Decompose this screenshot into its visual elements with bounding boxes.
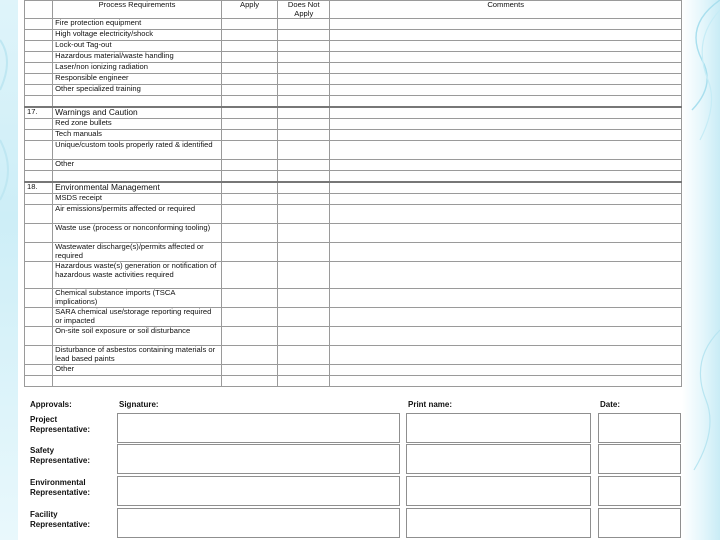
comments-cell[interactable] (330, 262, 682, 289)
comments-cell[interactable] (330, 289, 682, 308)
row-number (25, 243, 53, 262)
apply-cell[interactable] (221, 194, 277, 205)
row-number (25, 41, 53, 52)
print-name-field[interactable] (406, 444, 591, 474)
table-row (25, 63, 682, 74)
print-name-field[interactable] (406, 476, 591, 506)
table-row (25, 130, 682, 141)
does-not-apply-cell[interactable] (278, 346, 330, 365)
comments-cell[interactable] (330, 171, 682, 183)
apply-cell[interactable] (221, 141, 277, 160)
apply-cell[interactable] (221, 289, 277, 308)
apply-cell[interactable] (221, 41, 277, 52)
date-field[interactable] (598, 508, 681, 538)
table-row (25, 74, 682, 85)
row-number (25, 205, 53, 224)
does-not-apply-cell[interactable] (278, 19, 330, 30)
comments-cell[interactable] (330, 243, 682, 262)
row-requirement: Air emissions/permits affected or required (53, 205, 222, 224)
comments-cell[interactable] (330, 194, 682, 205)
row-number (25, 141, 53, 160)
representative-role: Project (30, 415, 58, 424)
row-requirement: Other (53, 365, 222, 376)
table-row (25, 224, 682, 243)
representative-label (30, 415, 118, 434)
does-not-apply-cell[interactable] (278, 63, 330, 74)
signature-field[interactable] (117, 476, 400, 506)
comments-cell[interactable] (330, 308, 682, 327)
signature-field[interactable] (117, 413, 400, 443)
row-number (25, 262, 53, 289)
apply-cell[interactable] (221, 308, 277, 327)
date-field[interactable] (598, 444, 681, 474)
does-not-apply-cell[interactable] (278, 130, 330, 141)
comments-cell[interactable] (330, 205, 682, 224)
row-requirement: Hazardous material/waste handling (53, 52, 222, 63)
signature-column-label: Signature: (119, 400, 159, 409)
apply-cell[interactable] (221, 365, 277, 376)
apply-cell[interactable] (221, 130, 277, 141)
header-cell-number (25, 1, 53, 19)
does-not-apply-cell[interactable] (278, 52, 330, 63)
does-not-apply-cell[interactable] (278, 194, 330, 205)
date-field[interactable] (598, 413, 681, 443)
row-number (25, 30, 53, 41)
apply-cell[interactable] (221, 19, 277, 30)
apply-cell[interactable] (221, 171, 277, 183)
row-number (25, 171, 53, 183)
row-requirement: SARA chemical use/storage reporting required or impacted (53, 308, 222, 327)
signature-field[interactable] (117, 508, 400, 538)
row-number (25, 289, 53, 308)
signature-field[interactable] (117, 444, 400, 474)
does-not-apply-cell[interactable] (278, 243, 330, 262)
apply-cell[interactable] (221, 30, 277, 41)
row-requirement: Tech manuals (53, 130, 222, 141)
approval-row (24, 508, 684, 538)
row-number (25, 19, 53, 30)
representative-role: Safety (30, 446, 55, 455)
does-not-apply-cell[interactable] (278, 327, 330, 346)
approval-row (24, 476, 684, 506)
table-row (25, 346, 682, 365)
apply-cell[interactable] (221, 243, 277, 262)
header-cell-comments: Comments (330, 1, 682, 19)
row-requirement: Lock-out Tag-out (53, 41, 222, 52)
does-not-apply-cell[interactable] (278, 119, 330, 130)
does-not-apply-cell[interactable] (278, 365, 330, 376)
representative-label (30, 446, 118, 465)
row-requirement (53, 376, 222, 387)
representative-suffix: Representative: (30, 519, 91, 529)
table-row (25, 141, 682, 160)
table-row (25, 243, 682, 262)
table-row (25, 171, 682, 183)
apply-cell[interactable] (221, 63, 277, 74)
does-not-apply-cell[interactable] (278, 205, 330, 224)
table-row (25, 308, 682, 327)
comments-cell[interactable] (330, 63, 682, 74)
row-requirement (53, 171, 222, 183)
row-number: 17. (25, 107, 53, 119)
row-number (25, 365, 53, 376)
table-row (25, 19, 682, 30)
row-requirement: Environmental Management (53, 182, 222, 194)
row-number (25, 130, 53, 141)
row-requirement: Wastewater discharge(s)/permits affected or required (53, 243, 222, 262)
apply-cell[interactable] (221, 327, 277, 346)
row-requirement: Warnings and Caution (53, 107, 222, 119)
representative-suffix: Representative: (30, 487, 91, 497)
right-decorative-band (682, 0, 720, 540)
requirements-checklist-table (24, 0, 682, 387)
row-requirement (53, 96, 222, 108)
row-number (25, 346, 53, 365)
approval-row (24, 444, 684, 474)
does-not-apply-cell[interactable] (278, 224, 330, 243)
comments-cell[interactable] (330, 74, 682, 85)
print-name-field[interactable] (406, 413, 591, 443)
does-not-apply-cell[interactable] (278, 308, 330, 327)
does-not-apply-cell[interactable] (278, 376, 330, 387)
comments-cell[interactable] (330, 85, 682, 96)
row-requirement: Red zone bullets (53, 119, 222, 130)
header-cell-does-not-apply: Does Not Apply (278, 1, 330, 19)
date-field[interactable] (598, 476, 681, 506)
table-row (25, 262, 682, 289)
section-header-row (25, 182, 682, 194)
comments-cell[interactable] (330, 96, 682, 108)
row-requirement: Laser/non ionizing radiation (53, 63, 222, 74)
left-swirl-graphic (0, 0, 18, 540)
row-requirement: Other (53, 160, 222, 171)
comments-cell[interactable] (330, 346, 682, 365)
apply-cell[interactable] (221, 262, 277, 289)
print-name-field[interactable] (406, 508, 591, 538)
left-decorative-band (0, 0, 18, 540)
comments-cell[interactable] (330, 141, 682, 160)
does-not-apply-cell[interactable] (278, 171, 330, 183)
row-number (25, 119, 53, 130)
representative-label (30, 510, 118, 529)
comments-cell[interactable] (330, 41, 682, 52)
does-not-apply-cell[interactable] (278, 85, 330, 96)
row-requirement: Hazardous waste(s) generation or notification of hazardous waste activities required (53, 262, 222, 289)
comments-cell[interactable] (330, 160, 682, 171)
table-row (25, 376, 682, 387)
row-number (25, 308, 53, 327)
comments-cell[interactable] (330, 30, 682, 41)
row-number (25, 63, 53, 74)
table-row (25, 365, 682, 376)
table-row (25, 96, 682, 108)
date-column-label: Date: (600, 400, 621, 409)
does-not-apply-cell[interactable] (278, 74, 330, 85)
apply-cell[interactable] (221, 85, 277, 96)
comments-cell[interactable] (330, 107, 682, 119)
table-row (25, 119, 682, 130)
row-requirement: Chemical substance imports (TSCA implications) (53, 289, 222, 308)
representative-label (30, 478, 118, 497)
row-number (25, 327, 53, 346)
comments-cell[interactable] (330, 19, 682, 30)
comments-cell[interactable] (330, 376, 682, 387)
apply-cell[interactable] (221, 224, 277, 243)
does-not-apply-cell[interactable] (278, 30, 330, 41)
row-number (25, 74, 53, 85)
row-number (25, 52, 53, 63)
does-not-apply-cell[interactable] (278, 182, 330, 194)
table-row (25, 52, 682, 63)
row-requirement: MSDS receipt (53, 194, 222, 205)
comments-cell[interactable] (330, 365, 682, 376)
header-cell-process-requirements: Process Requirements (53, 1, 222, 19)
apply-cell[interactable] (221, 346, 277, 365)
table-row (25, 205, 682, 224)
does-not-apply-cell[interactable] (278, 289, 330, 308)
does-not-apply-cell[interactable] (278, 160, 330, 171)
apply-cell[interactable] (221, 376, 277, 387)
representative-suffix: Representative: (30, 424, 91, 434)
representative-role: Environmental (30, 478, 86, 487)
row-requirement: Disturbance of asbestos containing materials or lead based paints (53, 346, 222, 365)
row-requirement: Other specialized training (53, 85, 222, 96)
does-not-apply-cell[interactable] (278, 141, 330, 160)
row-number (25, 85, 53, 96)
table-row (25, 194, 682, 205)
row-number (25, 160, 53, 171)
table-row (25, 85, 682, 96)
apply-cell[interactable] (221, 52, 277, 63)
apply-cell[interactable] (221, 107, 277, 119)
checklist-body (25, 19, 682, 387)
row-requirement: Responsible engineer (53, 74, 222, 85)
comments-cell[interactable] (330, 224, 682, 243)
approvals-label: Approvals: (30, 400, 72, 409)
table-header-row (25, 1, 682, 19)
row-number (25, 376, 53, 387)
comments-cell[interactable] (330, 182, 682, 194)
apply-cell[interactable] (221, 119, 277, 130)
comments-cell[interactable] (330, 52, 682, 63)
row-number (25, 194, 53, 205)
comments-cell[interactable] (330, 327, 682, 346)
header-cell-apply: Apply (221, 1, 277, 19)
apply-cell[interactable] (221, 74, 277, 85)
row-number: 18. (25, 182, 53, 194)
does-not-apply-cell[interactable] (278, 262, 330, 289)
table-row (25, 41, 682, 52)
right-swirl-graphic (682, 0, 720, 540)
approval-row (24, 413, 684, 443)
does-not-apply-cell[interactable] (278, 107, 330, 119)
apply-cell[interactable] (221, 160, 277, 171)
does-not-apply-cell[interactable] (278, 96, 330, 108)
comments-cell[interactable] (330, 119, 682, 130)
table-row (25, 289, 682, 308)
row-number (25, 96, 53, 108)
table-row (25, 160, 682, 171)
row-requirement: Fire protection equipment (53, 19, 222, 30)
apply-cell[interactable] (221, 205, 277, 224)
approvals-section (24, 392, 684, 540)
apply-cell[interactable] (221, 96, 277, 108)
representative-role: Facility (30, 510, 58, 519)
print-name-column-label: Print name: (408, 400, 453, 409)
does-not-apply-cell[interactable] (278, 41, 330, 52)
table-row (25, 327, 682, 346)
apply-cell[interactable] (221, 182, 277, 194)
row-requirement: High voltage electricity/shock (53, 30, 222, 41)
row-requirement: On-site soil exposure or soil disturbance (53, 327, 222, 346)
row-requirement: Waste use (process or nonconforming tooling) (53, 224, 222, 243)
section-header-row (25, 107, 682, 119)
representative-suffix: Representative: (30, 455, 91, 465)
comments-cell[interactable] (330, 130, 682, 141)
row-number (25, 224, 53, 243)
row-requirement: Unique/custom tools properly rated & identified (53, 141, 222, 160)
table-row (25, 30, 682, 41)
